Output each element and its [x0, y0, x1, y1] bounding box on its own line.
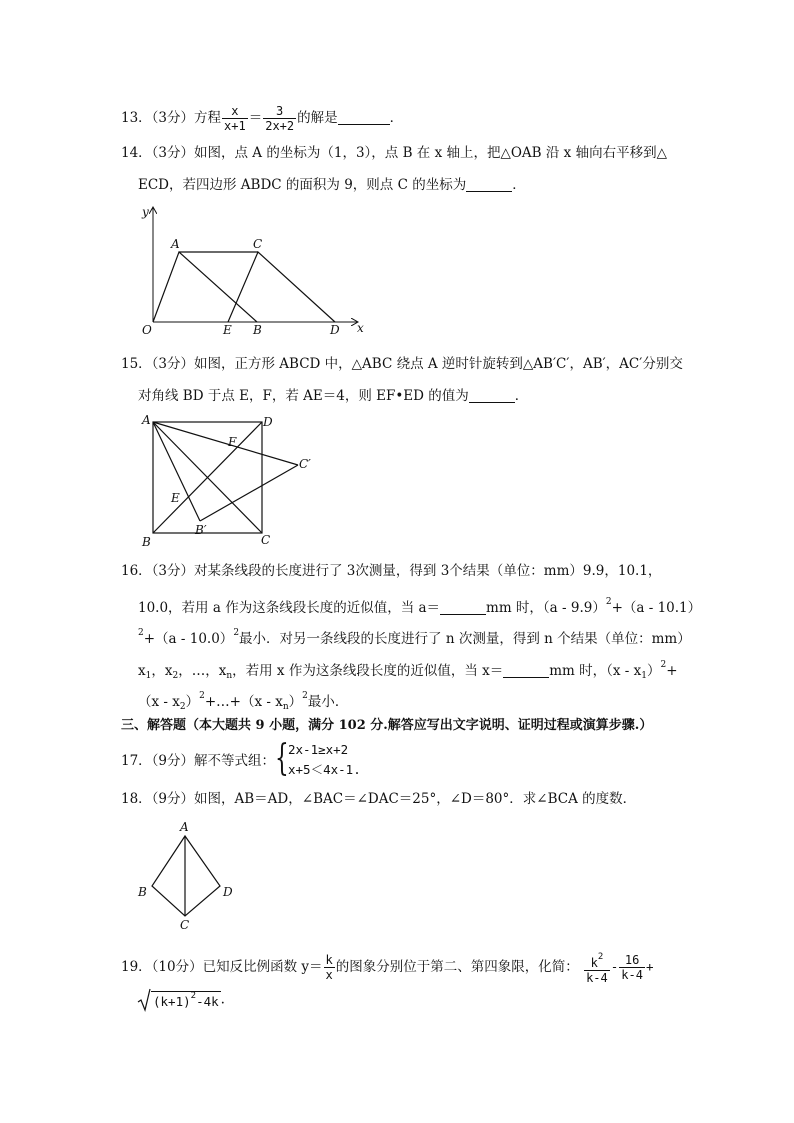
- q17-inequality-1: 2x-1≥x+2: [288, 742, 349, 757]
- q13-answer-blank[interactable]: [338, 110, 390, 125]
- q15-figure: [135, 410, 325, 550]
- label-c: C: [261, 533, 271, 547]
- label-c-prime: C′: [299, 457, 311, 471]
- q14-line-2: ECD，若四边形 ABDC 的面积为 9，则点 C 的坐标为 ．: [138, 177, 526, 193]
- q15-line-1: 15．（3分）如图，正方形 ABCD 中，△ABC 绕点 A 逆时针旋转到△AB′C′，AB′，AC′分别交: [121, 356, 683, 372]
- q15-line-2: 对角线 BD 于点 E，F，若 AE＝4，则 EF•ED 的值为 ．: [138, 388, 529, 404]
- label-a: A: [180, 820, 189, 834]
- q19-radical: $(k+1)^2-4k$ .: [137, 988, 225, 1012]
- label-d: D: [330, 323, 340, 337]
- q13-fraction-1: $\frac{x}{x+1}$: [224, 104, 246, 133]
- label-o: O: [142, 323, 152, 337]
- label-x: x: [357, 321, 364, 335]
- q17-system: [288, 740, 361, 780]
- segment-ab-prime: [153, 422, 200, 521]
- q15-answer-blank[interactable]: [469, 388, 515, 403]
- label-b-prime: B′: [195, 523, 207, 537]
- triangle-ecd: [228, 252, 335, 322]
- label-a: A: [142, 413, 151, 427]
- q16-line-3: $^2$+（a - 10.0）$^2$最小．对另一条线段的长度进行了 n 次测量，得到 n 个结果（单位：mm）: [138, 628, 691, 647]
- q19-function-fraction: $\frac{k}{x}$: [325, 953, 333, 982]
- label-c: C: [253, 237, 263, 251]
- label-f: F: [228, 435, 237, 449]
- triangle-oab: [153, 252, 257, 322]
- q19-radicand: $(k+1)^2-4k$: [153, 991, 219, 1009]
- q19-fraction-2: $\frac{16}{k-4}$: [621, 953, 643, 982]
- label-b: B: [142, 535, 151, 549]
- q18-figure: [132, 818, 242, 933]
- label-b: B: [253, 323, 262, 337]
- q19-line-1: 19．（10分）已知反比例函数 y＝ $\frac{k}{x}$ 的图象分别位于第二、第四象限，化简： $\frac{k^2}{k-4}$ - $\frac{16}{k-4}$ +: [121, 952, 654, 985]
- q17-inequality-2-row: x+5＜4x-1.: [288, 762, 361, 777]
- label-c: C: [180, 918, 190, 932]
- q18-line: 18．（9分）如图，AB＝AD，∠BAC＝∠DAC＝25°，∠D＝80°．求∠BCA 的度数．: [121, 791, 637, 807]
- q17-inequality-2: x+5＜4x-1: [288, 762, 354, 777]
- label-b: B: [138, 885, 147, 899]
- q16-line-5: $(x - x_2)^2+\dots+(x - x_n)^2$最小．: [138, 691, 349, 712]
- label-d: D: [223, 885, 233, 899]
- label-e: E: [223, 323, 232, 337]
- quadrilateral-abcd: [152, 836, 220, 916]
- q13-line: 13．（3分）方程 $\frac{x}{x+1}$ ＝ $\frac{3}{2x+2}$ 的解是 ．: [121, 104, 404, 133]
- q14-figure: [135, 200, 375, 340]
- q17-number: 17．（9分）解不等式组：: [121, 753, 276, 769]
- section-3-heading: 三、解答题（本大题共 9 小题，满分 102 分.解答应写出文字说明、证明过程或演算步骤.）: [121, 718, 653, 733]
- q16-line-2: 10.0，若用 a 作为这条线段长度的近似值，当 a＝ mm 时，（a - 9.9）$^2$+（a - 10.1）: [138, 597, 702, 616]
- q14-line-1: 14．（3分）如图，点 A 的坐标为（1，3），点 B 在 x 轴上，把△OAB 沿 x 轴向右平移到△: [121, 145, 667, 161]
- q17-brace: {: [275, 738, 289, 779]
- label-d: D: [263, 415, 273, 429]
- segment-b-prime-c-prime: [200, 465, 298, 521]
- q16-line-4: $x_1$，$x_2$，…，$x_n$，若用 x 作为这条线段长度的近似值，当 x＝ mm 时，$(x - x_1)^2+$: [138, 660, 678, 681]
- label-e: E: [171, 491, 180, 505]
- q16-line-1: 16．（3分）对某条线段的长度进行了 3次测量，得到 3个结果（单位：mm）9.9，10.1，: [121, 563, 662, 579]
- label-y: y: [142, 205, 149, 219]
- q13-number: 13．（3分）方程: [121, 110, 222, 126]
- label-a: A: [171, 237, 180, 251]
- q16-blank-a[interactable]: [440, 600, 486, 615]
- sqrt-sign-icon: [137, 988, 151, 1012]
- q13-fraction-2: $\frac{3}{2x+2}$: [265, 104, 295, 133]
- q16-blank-x[interactable]: [503, 663, 549, 678]
- q14-answer-blank[interactable]: [466, 177, 512, 192]
- q19-fraction-1: $\frac{k^2}{k-4}$: [586, 952, 608, 985]
